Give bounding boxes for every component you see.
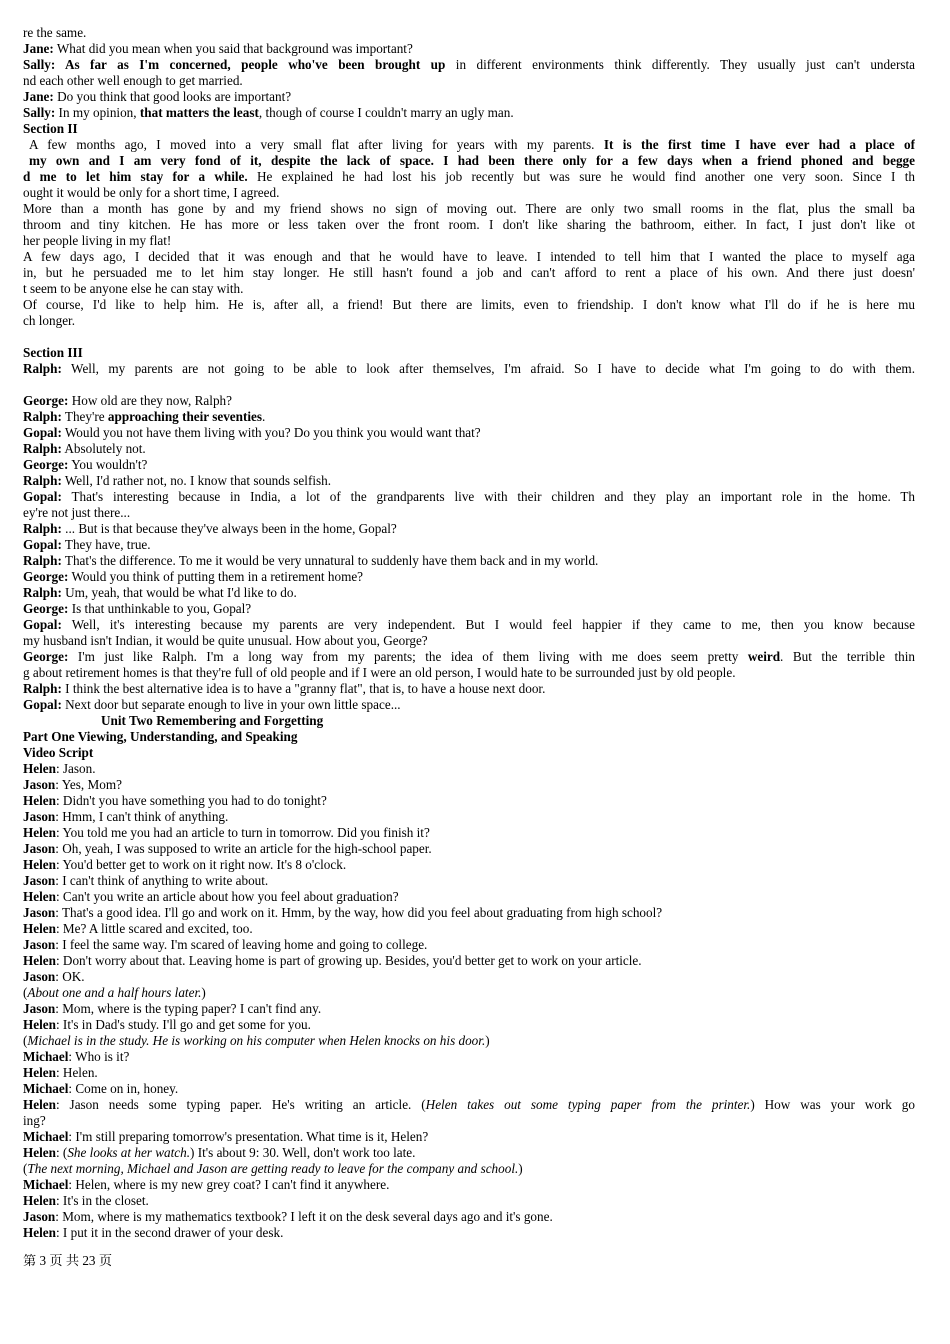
text-line <box>23 441 915 457</box>
text-run: Well, it's interesting because my parents are very independent. But I would feel happier if they came to me, then you know because <box>61 617 915 632</box>
text-run: ( <box>23 1033 28 1048</box>
text-run: They have, true. <box>61 537 151 552</box>
text-line <box>23 1193 915 1209</box>
bold-text: Gopal: <box>23 537 62 552</box>
text-line <box>23 313 915 329</box>
text-line <box>23 665 915 681</box>
text-run: A few months ago, I moved into a very small flat after living for years with my parents. <box>29 137 604 152</box>
text-run: her people living in my flat! <box>23 233 172 248</box>
text-run: in different environments think differently. They usually just can't understa <box>445 57 915 72</box>
text-line <box>23 1209 915 1225</box>
bold-text: Jason <box>23 873 56 888</box>
text-run: : Can't you write an article about how you feel about graduation? <box>55 889 399 904</box>
text-run: ) <box>485 1033 490 1048</box>
bold-text: Ralph: <box>23 521 62 536</box>
bold-text: Gopal: <box>23 697 62 712</box>
text-run: : That's a good idea. I'll go and work on it. Hmm, by the way, how did you feel about graduating from high school? <box>55 905 663 920</box>
text-run: nd each other well enough to get married. <box>23 73 243 88</box>
bold-text: Michael <box>23 1081 69 1096</box>
text-run: Well, I'd rather not, no. I know that sounds selfish. <box>61 473 332 488</box>
text-run: Next door but separate enough to live in your own little space... <box>61 697 401 712</box>
text-line <box>23 569 915 585</box>
text-run: . <box>262 409 266 424</box>
text-run: He explained he had lost his job recently but was sure he would find another one very soon. Since I th <box>247 169 915 184</box>
text-line <box>23 153 915 169</box>
text-line <box>23 1177 915 1193</box>
text-run: Of course, I'd like to help him. He is, after all, a friend! But there are limits, even to friendship. I don't know what I'll do if he is here mu <box>23 297 915 312</box>
bold-text: Jane: <box>23 41 54 56</box>
text-run: : Didn't you have something you had to do tonight? <box>55 793 327 808</box>
italic-text: About one and a half hours later. <box>27 985 202 1000</box>
text-run: ch longer. <box>23 313 76 328</box>
text-line <box>23 41 915 57</box>
text-run: Do you think that good looks are important? <box>53 89 292 104</box>
bold-text: Section II <box>23 121 78 136</box>
page-footer: 第 3 页 共 23 页 <box>23 1253 113 1268</box>
bold-text: Michael <box>23 1049 69 1064</box>
text-line <box>23 793 915 809</box>
text-line <box>23 697 915 713</box>
bold-text: that matters the least <box>139 105 259 120</box>
bold-text: Ralph: <box>23 409 62 424</box>
text-line <box>23 393 915 409</box>
bold-text: Video Script <box>23 745 94 760</box>
text-run: You wouldn't? <box>68 457 148 472</box>
text-run: t seem to be anyone else he can stay with. <box>23 281 244 296</box>
text-line <box>23 649 915 665</box>
bold-text: d me to let him stay for a while. <box>23 169 248 184</box>
bold-text: Helen <box>23 953 56 968</box>
text-run: ing? <box>23 1113 46 1128</box>
text-line <box>23 969 915 985</box>
text-line <box>23 473 915 489</box>
text-run: That's interesting because in India, a lot of the grandparents live with their children and they play an important role in the home. Th <box>61 489 915 504</box>
bold-text: Ralph: <box>23 473 62 488</box>
bold-text: Part One Viewing, Understanding, and Speaking <box>23 729 298 744</box>
text-line <box>23 873 915 889</box>
text-line <box>23 1129 915 1145</box>
text-run: ) How was your work go <box>750 1097 915 1112</box>
bold-text: Helen <box>23 793 56 808</box>
bold-text: Gopal: <box>23 489 62 504</box>
text-run: : I'm still preparing tomorrow's presentation. What time is it, Helen? <box>68 1129 429 1144</box>
text-run: . But the terrible thin <box>780 649 915 664</box>
text-line <box>23 89 915 105</box>
text-line <box>23 201 915 217</box>
bold-text: Helen <box>23 761 56 776</box>
text-run: : Yes, Mom? <box>55 777 122 792</box>
text-run: : I can't think of anything to write about. <box>55 873 269 888</box>
text-run: ( <box>23 1161 28 1176</box>
bold-text: Ralph: <box>23 681 62 696</box>
blank-line <box>23 377 915 393</box>
text-run: re the same. <box>23 25 87 40</box>
text-run: : Mom, where is the typing paper? I can't find any. <box>55 1001 322 1016</box>
bold-text: Sally: <box>23 105 56 120</box>
bold-text: George: <box>23 457 69 472</box>
text-line <box>23 425 915 441</box>
bold-text: Ralph: <box>23 585 62 600</box>
text-line <box>23 297 915 313</box>
text-line <box>23 953 915 969</box>
bold-text: Jason <box>23 1209 56 1224</box>
bold-text: George: <box>23 649 69 664</box>
text-line <box>23 1001 915 1017</box>
text-line <box>23 809 915 825</box>
bold-text: Gopal: <box>23 617 62 632</box>
text-run: That's the difference. To me it would be very unnatural to suddenly have them back and in my world. <box>61 553 599 568</box>
text-run: Is that unthinkable to you, Gopal? <box>68 601 252 616</box>
text-run: ) <box>518 1161 523 1176</box>
text-run: ey're not just there... <box>23 505 131 520</box>
text-line <box>23 249 915 265</box>
bold-text: Sally: As far as I'm concerned, people who've been brought up <box>23 57 446 72</box>
text-run: Would you think of putting them in a retirement home? <box>68 569 364 584</box>
text-run: : OK. <box>55 969 85 984</box>
text-run: g about retirement homes is that they're full of old people and if I were an old person, I would hate to be surrounded just by old people. <box>23 665 736 680</box>
text-line <box>23 905 915 921</box>
text-line <box>23 25 915 41</box>
text-run: Absolutely not. <box>61 441 146 456</box>
bold-text: Ralph: <box>23 361 62 376</box>
text-run: : Jason. <box>55 761 96 776</box>
text-line <box>23 489 915 505</box>
text-line <box>23 601 915 617</box>
text-line <box>23 745 915 761</box>
text-line <box>23 985 915 1001</box>
text-run: my husband isn't Indian, it would be quite unusual. How about you, George? <box>23 633 428 648</box>
text-line <box>23 457 915 473</box>
bold-text: Gopal: <box>23 425 62 440</box>
text-run: ( <box>23 985 28 1000</box>
text-run: They're <box>61 409 108 424</box>
bold-text: my own and I am very fond of it, despite the lack of space. I had been there only for a few days when a friend phoned and begge <box>29 153 915 168</box>
text-line <box>23 1113 915 1129</box>
text-run: What did you mean when you said that background was important? <box>53 41 413 56</box>
bold-text: Jason <box>23 969 56 984</box>
text-line <box>23 505 915 521</box>
text-line <box>23 921 915 937</box>
text-line <box>23 617 915 633</box>
text-run: A few days ago, I decided that it was enough and that he would have to leave. I intended to tell him that I wanted the place to myself aga <box>23 249 915 264</box>
text-run: Would you not have them living with you? Do you think you would want that? <box>61 425 481 440</box>
text-line <box>23 1065 915 1081</box>
text-run: I'm just like Ralph. I'm a long way from my parents; the idea of them living with me does seem pretty <box>68 649 748 664</box>
bold-text: George: <box>23 601 69 616</box>
text-line <box>23 633 915 649</box>
text-run: : I feel the same way. I'm scared of leaving home and going to college. <box>55 937 428 952</box>
bold-text: Jason <box>23 905 56 920</box>
bold-text: Helen <box>23 1017 56 1032</box>
text-line <box>23 137 915 153</box>
bold-text: George: <box>23 569 69 584</box>
text-run: Well, my parents are not going to be able to look after themselves, I'm afraid. So I have to decide what I'm going to do with them. <box>61 361 915 376</box>
text-line <box>23 345 915 361</box>
bold-text: Helen <box>23 921 56 936</box>
text-line <box>23 553 915 569</box>
text-line <box>23 1017 915 1033</box>
bold-text: Jason <box>23 777 56 792</box>
bold-text: Helen <box>23 1225 56 1240</box>
text-run: : It's in Dad's study. I'll go and get some for you. <box>55 1017 311 1032</box>
text-line <box>23 825 915 841</box>
text-line <box>23 1081 915 1097</box>
text-run: : Come on in, honey. <box>68 1081 179 1096</box>
bold-text: Section III <box>23 345 83 360</box>
text-line <box>23 681 915 697</box>
text-line <box>23 521 915 537</box>
text-run: ) <box>201 985 206 1000</box>
bold-text: Helen <box>23 857 56 872</box>
text-line <box>23 889 915 905</box>
bold-text: Jason <box>23 809 56 824</box>
text-line <box>23 185 915 201</box>
text-line <box>23 217 915 233</box>
text-run: ) It's about 9: 30. Well, don't work too late. <box>190 1145 416 1160</box>
bold-text: approaching their seventies <box>107 409 263 424</box>
bold-text: Jason <box>23 937 56 952</box>
bold-text: Helen <box>23 1145 56 1160</box>
text-run: : It's in the closet. <box>55 1193 149 1208</box>
text-run: : Mom, where is my mathematics textbook? I left it on the desk several days ago and it's gone. <box>55 1209 553 1224</box>
bold-text: Helen <box>23 1097 56 1112</box>
text-run: in, but he persuaded me to let him stay longer. He still hasn't found a job and can't afford to rent a place of his own. And there just doesn' <box>23 265 915 280</box>
text-run: : I put it in the second drawer of your desk. <box>55 1225 284 1240</box>
italic-text: The next morning, Michael and Jason are getting ready to leave for the company and school. <box>27 1161 519 1176</box>
bold-text: Ralph: <box>23 553 62 568</box>
text-line <box>23 1145 915 1161</box>
text-line <box>23 537 915 553</box>
text-line <box>23 1097 915 1113</box>
text-run: : You'd better get to work on it right now. It's 8 o'clock. <box>55 857 347 872</box>
bold-text: Michael <box>23 1177 69 1192</box>
italic-text: She looks at her watch. <box>67 1145 191 1160</box>
bold-text: George: <box>23 393 69 408</box>
text-line <box>23 73 915 89</box>
text-run: More than a month has gone by and my friend shows no sign of moving out. There are only two small rooms in the flat, plus the small ba <box>23 201 915 216</box>
text-line <box>23 937 915 953</box>
italic-text: Michael is in the study. He is working on his computer when Helen knocks on his door. <box>27 1033 486 1048</box>
text-line <box>23 1225 915 1241</box>
bold-text: It is the first time I have ever had a place of <box>603 137 915 152</box>
text-line <box>23 585 915 601</box>
bold-text: Jane: <box>23 89 54 104</box>
text-line <box>23 57 915 73</box>
text-line <box>23 1049 915 1065</box>
text-line <box>23 1033 915 1049</box>
text-line <box>23 409 915 425</box>
bold-text: Helen <box>23 1193 56 1208</box>
text-line <box>23 121 915 137</box>
text-line <box>23 1161 915 1177</box>
text-run: In my opinion, <box>55 105 140 120</box>
text-run: throom and tiny kitchen. He has more or less taken over the front room. I don't like sharing the bathroom, either. In fact, I just don't like ot <box>23 217 915 232</box>
text-line <box>23 777 915 793</box>
text-run: , though of course I couldn't marry an ugly man. <box>258 105 514 120</box>
text-run: : Helen. <box>55 1065 98 1080</box>
text-run: : Jason needs some typing paper. He's writing an article. ( <box>55 1097 426 1112</box>
text-line <box>23 233 915 249</box>
text-run: : Don't worry about that. Leaving home is part of growing up. Besides, you'd better get to work on your article. <box>55 953 642 968</box>
text-run: : Who is it? <box>68 1049 130 1064</box>
text-run: I think the best alternative idea is to have a "granny flat", that is, to have a house next door. <box>61 681 546 696</box>
text-line <box>23 841 915 857</box>
text-line <box>23 281 915 297</box>
text-line <box>23 761 915 777</box>
text-line <box>23 169 915 185</box>
text-run: ought it would be only for a short time, I agreed. <box>23 185 280 200</box>
text-run: : Oh, yeah, I was supposed to write an article for the high-school paper. <box>55 841 432 856</box>
bold-text: Helen <box>23 889 56 904</box>
bold-text: Jason <box>23 1001 56 1016</box>
text-run: : Me? A little scared and excited, too. <box>55 921 253 936</box>
text-line <box>23 729 915 745</box>
text-line <box>23 105 915 121</box>
text-line <box>23 713 915 729</box>
bold-text: Helen <box>23 825 56 840</box>
bold-text: Unit Two Remembering and Forgetting <box>101 713 324 728</box>
bold-text: weird <box>747 649 781 664</box>
italic-text: Helen takes out some typing paper from the printer. <box>425 1097 751 1112</box>
text-line <box>23 361 915 377</box>
text-run: : Hmm, I can't think of anything. <box>55 809 229 824</box>
text-run: Um, yeah, that would be what I'd like to do. <box>61 585 297 600</box>
bold-text: Michael <box>23 1129 69 1144</box>
text-run: : You told me you had an article to turn in tomorrow. Did you finish it? <box>55 825 430 840</box>
bold-text: Helen <box>23 1065 56 1080</box>
bold-text: Jason <box>23 841 56 856</box>
text-run: : ( <box>55 1145 68 1160</box>
text-run: How old are they now, Ralph? <box>68 393 232 408</box>
document-page <box>23 25 915 1241</box>
text-run: ... But is that because they've always been in the home, Gopal? <box>61 521 397 536</box>
text-line <box>23 265 915 281</box>
bold-text: Ralph: <box>23 441 62 456</box>
text-run: : Helen, where is my new grey coat? I can't find it anywhere. <box>68 1177 390 1192</box>
text-line <box>23 857 915 873</box>
blank-line <box>23 329 915 345</box>
